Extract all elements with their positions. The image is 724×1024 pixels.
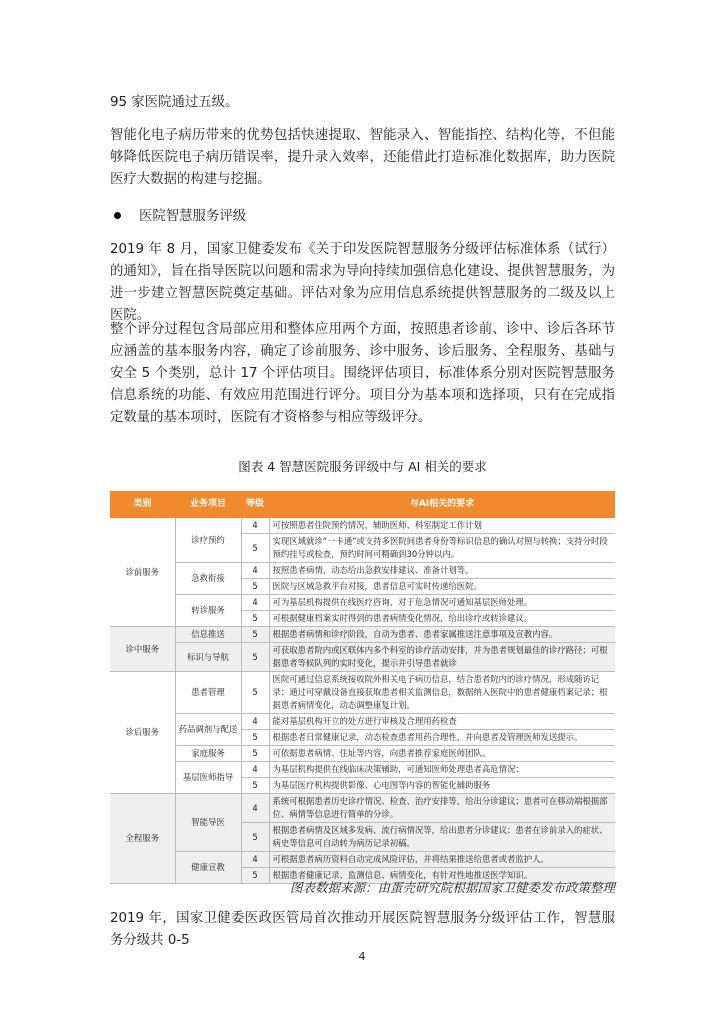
requirement-cell: 为基层医疗机构提供影像、心电图等内容的智能化辅助服务 (269, 778, 615, 794)
table-header (110, 491, 615, 518)
item-cell: 标识与导航 (175, 643, 241, 672)
level-cell: 5 (241, 611, 269, 627)
level-cell: 5 (241, 672, 269, 714)
level-cell: 5 (241, 627, 269, 643)
requirement-cell: 可根据患者病历资料自动完成风险评估，并将结果推送给患者或者监护人。 (269, 852, 615, 868)
paragraph-1: 95 家医院通过五级。 (110, 95, 239, 110)
level-cell: 4 (241, 518, 269, 534)
level-cell: 5 (241, 746, 269, 762)
table-row (110, 746, 615, 762)
figure-caption: 图表 4 智慧医院服务评级中与 AI 相关的要求 (238, 459, 487, 474)
table-row (110, 672, 615, 714)
level-cell: 4 (241, 852, 269, 868)
table-row (110, 563, 615, 579)
category-cell: 诊前服务 (110, 518, 175, 627)
requirement-cell: 系统可根据患者历史诊疗情况、检查、治疗安排等，给出分诊建议；患者可在移动端根据部位、病情等信息进行简单的分诊。 (269, 794, 615, 823)
level-cell: 5 (241, 730, 269, 746)
requirement-cell: 可为基层机构提供在线医疗咨询，对于危急情况可通知基层医师处理。 (269, 595, 615, 611)
paragraph-4: 整个评分过程包含局部应用和整体应用两个方面，按照患者诊前、诊中、诊后各环节应涵盖的基本服务内容，确定了诊前服务、诊中服务、诊后服务、全程服务、基础与安全 5 个类别，总计 17 个评估项目。围绕评估项目，标准体系分别对医院智慧服务信息系统的功能、有效应用范围进行评分。项目分为基本项和选择项，只有在完成指定数量的基本项时，医院有才资格参与相应等级评分。 (110, 322, 615, 425)
item-cell: 信息推送 (175, 627, 241, 643)
table-row (110, 627, 615, 643)
level-cell: 5 (241, 868, 269, 884)
table-row (110, 794, 615, 823)
requirement-cell: 医院可通过信息系统接收院外相关电子病历信息，结合患者院内的诊疗情况，形成随访记录；通过可穿戴设备直接获取患者相关监测信息，数据纳入医院中的患者健康档案记录；根据患者病情变化，动态调整康复计划。 (269, 672, 615, 714)
category-cell: 诊后服务 (110, 672, 175, 794)
header-item: 业务项目 (175, 491, 241, 518)
bullet-heading (110, 206, 246, 228)
item-cell: 药品调剂与配送 (175, 714, 241, 746)
level-cell: 4 (241, 563, 269, 579)
level-cell: 5 (241, 823, 269, 852)
requirement-cell: 可按照患者住院预约情况，辅助医师、科室制定工作计划 (269, 518, 615, 534)
item-cell: 健康宣教 (175, 852, 241, 884)
requirement-cell: 可根据健康档案实时得到的患者病情变化情况，给出诊疗或转诊建议。 (269, 611, 615, 627)
header-requirement: 与AI相关的要求 (269, 491, 615, 518)
level-cell: 5 (241, 534, 269, 563)
category-cell: 诊中服务 (110, 627, 175, 672)
bullet-icon (114, 212, 121, 219)
level-cell: 5 (241, 778, 269, 794)
page-number: 4 (358, 950, 366, 963)
item-cell: 基层医师指导 (175, 762, 241, 794)
requirement-cell: 为基层机构提供在线临床决策辅助，可通知医师处理患者高危情况； (269, 762, 615, 778)
requirement-cell: 能对基层机构开立的处方进行审核及合理用药检查 (269, 714, 615, 730)
table-row (110, 852, 615, 868)
requirement-cell: 根据患者病情及区域多发病、流行病情况等，给出患者分诊建议；患者在诊前录入的症状、病史等信息可自动转为病历记录初稿。 (269, 823, 615, 852)
paragraph-2: 智能化电子病历带来的优势包括快速提取、智能录入、智能指控、结构化等，不但能够降低医院电子病历错误率，提升录入效率，还能借此打造标准化数据库，助力医院医疗大数据的构建与挖掘。 (110, 128, 615, 187)
requirement-cell: 根据患者健康记录、监测信息、病情变化，有针对性地推送医学知识。 (269, 868, 615, 884)
requirement-cell: 实现区域就诊“一卡通”或支持多医院间患者身份等标识信息的确认对照与转换；支持分时段预约挂号或检查，预约时间可精确到30分钟以内。 (269, 534, 615, 563)
level-cell: 5 (241, 643, 269, 672)
level-cell: 5 (241, 579, 269, 595)
level-cell: 4 (241, 714, 269, 730)
requirement-cell: 医院与区域急救平台对接，患者信息可实时传递给医院。 (269, 579, 615, 595)
level-cell: 4 (241, 595, 269, 611)
requirement-cell: 可依据患者病情、住址等内容，向患者推荐家庭医师团队。 (269, 746, 615, 762)
level-cell: 4 (241, 762, 269, 778)
header-level: 等级 (241, 491, 269, 518)
requirement-cell: 按照患者病情，动态给出急救安排建议、准备计划等。 (269, 563, 615, 579)
header-category: 类别 (110, 491, 175, 518)
paragraph-3: 2019 年 8 月，国家卫健委发布《关于印发医院智慧服务分级评估标准体系（试行）的通知》，旨在指导医院以问题和需求为导向持续加强信息化建设、提供智慧服务，为进一步建立智慧医院奠定基础。评估对象为应用信息系统提供智慧服务的二级及以上医院。 (110, 242, 615, 323)
table-row (110, 643, 615, 672)
paragraph-5: 2019 年，国家卫健委医政医管局首次推动开展医院智慧服务分级评估工作，智慧服务分级共 0-5 (110, 911, 615, 948)
table-row (110, 762, 615, 778)
requirement-cell: 可获取患者院内或区联体内多个科室的诊疗活动安排，并为患者规划最佳的诊疗路径；可根据患者等候队列的实时变化，提示并引导患者就诊 (269, 643, 615, 672)
category-cell: 全程服务 (110, 794, 175, 884)
level-cell: 4 (241, 794, 269, 823)
table-row (110, 518, 615, 534)
requirement-cell: 根据患者日常健康记录，动态检查患者用药合理性，并向患者及管理医师发送提示。 (269, 730, 615, 746)
item-cell: 转诊服务 (175, 595, 241, 627)
item-cell: 智能导医 (175, 794, 241, 852)
item-cell: 诊疗预约 (175, 518, 241, 563)
item-cell: 家庭服务 (175, 746, 241, 762)
data-source-note: 图表数据来源：由蛋壳研究院根据国家卫健委发布政策整理 (289, 880, 615, 895)
table-row (110, 714, 615, 730)
bullet-text: 医院智慧服务评级 (139, 209, 247, 224)
item-cell: 患者管理 (175, 672, 241, 714)
requirement-cell: 根据患者病情和诊疗阶段，自动为患者、患者家属推送注意事项及宣教内容。 (269, 627, 615, 643)
item-cell: 急救衔接 (175, 563, 241, 595)
requirements-table (110, 491, 615, 884)
table-row (110, 595, 615, 611)
